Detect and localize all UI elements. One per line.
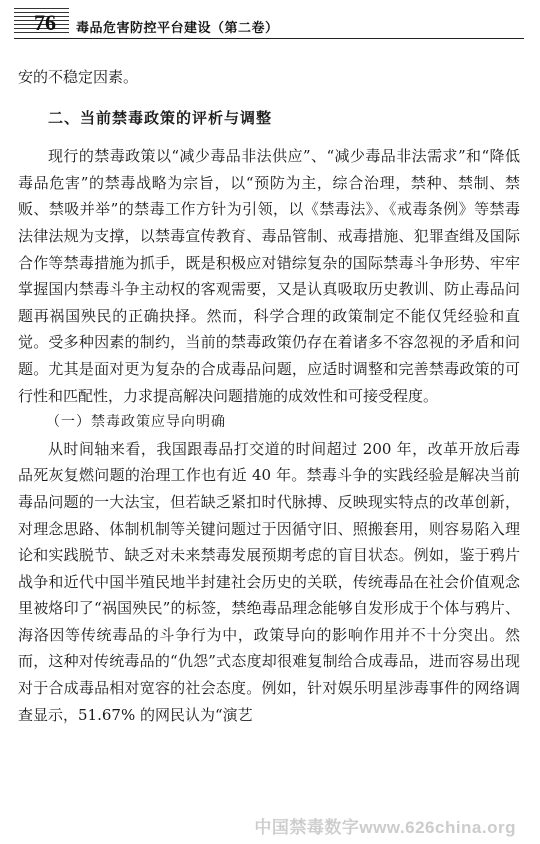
header-stripe	[14, 8, 69, 9]
continued-line: 安的不稳定因素。	[18, 68, 139, 86]
paragraph: 现行的禁毒政策以“减少毒品非法供应”、“减少毒品非法需求”和“降低毒品危害”的禁毒战略为宗旨，以“预防为主，综合治理，禁种、禁制、禁贩、禁吸并举”的禁毒工作方针为引领，以《禁毒法》、《戒毒条例》等禁毒法律法规为支撑，以禁毒宣传教育、毒品管制、戒毒措施、犯罪查缉及国际合作等禁毒措施为抓手，既是积极应对错综复杂的国际禁毒斗争形势、牢牢掌握国内禁毒斗争主动权的客观需要，又是认真吸取历史教训、防止毒品问题再祸国殃民的正确抉择。然而，科学合理的政策制定不能仅凭经验和直觉。受多种因素的制约，当前的禁毒政策仍存在着诸多不容忽视的矛盾和问题。尤其是面对更为复杂的合成毒品问题，应适时调整和完善禁毒政策的可行性和匹配性，力求提高解决问题措施的成效性和可接受程度。	[18, 147, 520, 405]
header-rule	[14, 38, 524, 39]
paragraph: 从时间轴来看，我国跟毒品打交道的时间超过 200 年，改革开放后毒品死灰复燃问题的治理工作也有近 40 年。禁毒斗争的实践经验是解决当前毒品问题的一大法宝，但若缺乏紧扣时代脉搏、反映现实特点的改革创新，对理念思路、体制机制等关键问题过于因循守旧、照搬套用，则容易陷入理论和实践脱节、缺乏对未来禁毒发展预期考虑的盲目状态。例如，鉴于鸦片战争和近代中国半殖民地半封建社会历史的关联，传统毒品在社会价值观念里被烙印了“祸国殃民”的标签，禁绝毒品理念能够自发形成于个体与鸦片、海洛因等传统毒品的斗争行为中，政策导向的影响作用并不十分突出。然而，这种对传统毒品的“仇怨”式态度却很难复制给合成毒品，进而容易出现对于合成毒品相对宽容的社会态度。例如，针对娱乐明星涉毒事件的网络调查显示，51.67% 的网民认为“演艺	[18, 439, 520, 724]
running-title: 毒品危害防控平台建设（第二卷）	[76, 21, 279, 36]
page-number: 76	[34, 10, 56, 35]
sub-heading: （一）禁毒政策应导向明确	[46, 414, 226, 431]
section-heading: 二、当前禁毒政策的评析与调整	[48, 108, 273, 127]
page-header	[14, 6, 524, 40]
watermark-logo: 中国禁毒数字www.626china.org	[254, 818, 516, 837]
body-text	[18, 64, 520, 728]
